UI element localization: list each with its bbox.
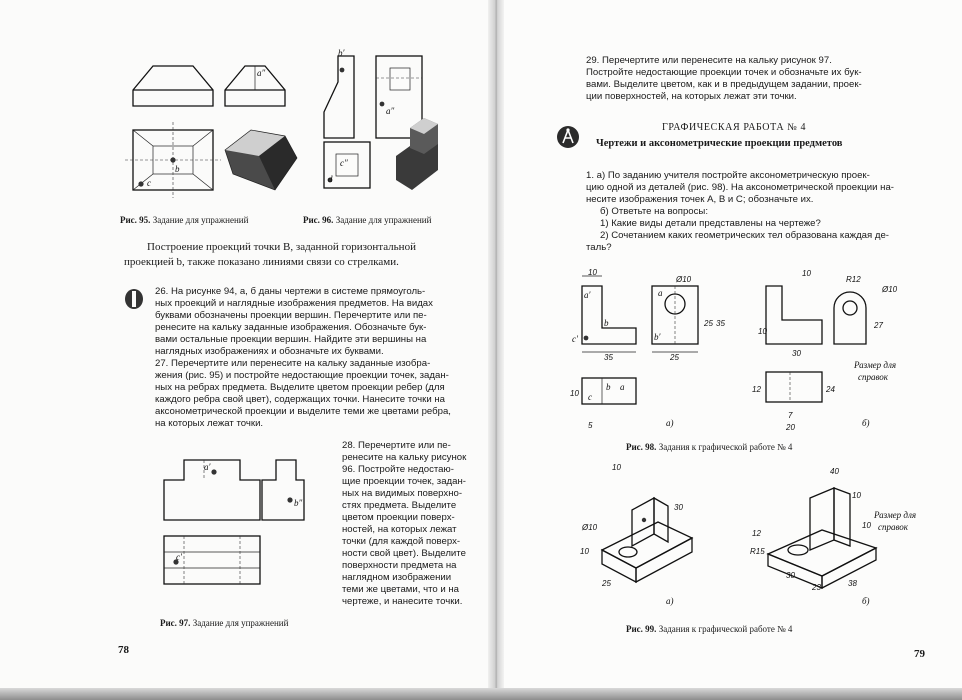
ex28-line: стях предмета. Выделите [342, 500, 457, 511]
dim99-40: 40 [830, 467, 839, 476]
pt-b: b [604, 318, 609, 328]
page-number-right: 79 [914, 648, 925, 660]
ex26-line: буквами обозначены проекции вершин. Перечертите или пе- [155, 310, 427, 321]
hands-icon [123, 288, 145, 310]
dim99-12: 12 [752, 529, 761, 538]
ex26-line: ренесите на кальку заданные изображения. Обозначьте бук- [155, 322, 427, 333]
pt-a-top: a [620, 382, 625, 392]
figure-98 [562, 268, 932, 438]
dim-phi10: Ø10 [676, 275, 692, 284]
label-c2: c″ [340, 158, 348, 168]
compass-icon [556, 125, 580, 149]
caption-96: Рис. 96. Задание для упражнений [303, 215, 432, 225]
ex26-line: ных проекций и наглядные изображения предметов. На видах [155, 298, 433, 309]
dim99-10d: 10 [852, 491, 861, 500]
dim-24: 24 [826, 385, 835, 394]
ex27-line: ных на ребрах предмета. Выделите цветом проекции ребер (для [155, 382, 445, 393]
dim-10a: 10 [588, 268, 597, 277]
work-subtitle: Чертежи и аксонометрические проекции предметов [596, 138, 843, 149]
dim-27: 27 [874, 321, 883, 330]
pt-b2: b′ [654, 332, 661, 342]
dim-30: 30 [792, 349, 801, 358]
right-page [496, 0, 962, 690]
ex26-line: 26. На рисунке 94, а, б даны чертежи в системе прямоуголь- [155, 286, 426, 297]
figure-95 [125, 58, 325, 198]
book-gutter [488, 0, 504, 700]
ex28-line: поверхности предмета на [342, 560, 457, 571]
ex28-line: ренесите на кальку рисунок [342, 452, 467, 463]
label-d: d [328, 174, 333, 184]
task-line: несите изображения точек A, B и C; обозначьте их. [586, 194, 814, 205]
label-a2: a″ [257, 68, 266, 78]
pt-c2: c′ [572, 334, 578, 344]
pt-b-top: b [606, 382, 611, 392]
task-line: б) Ответьте на вопросы: [600, 206, 708, 217]
label-b: b [175, 164, 180, 174]
dim99-23: 23 [812, 583, 821, 592]
pt-c-top: c [588, 392, 592, 402]
caption-97: Рис. 97. Задание для упражнений [160, 618, 289, 628]
caption-95: Рис. 95. Задание для упражнений [120, 215, 249, 225]
figure-99 [572, 458, 942, 618]
pt-a: a [658, 288, 663, 298]
dim99-10c: 10 [862, 521, 871, 530]
book-edge [0, 688, 962, 700]
dim-20: 20 [786, 423, 795, 432]
ex26-line: наглядных изображениях и обозначьте их буквами. [155, 346, 384, 357]
ex27-line: аксонометрической проекции и выделите теми же цветами ребра, [155, 406, 451, 417]
dim99-phi10: Ø10 [582, 523, 598, 532]
dim-25: 25 [704, 319, 713, 328]
ex29-line: вами. Выделите цветом, как и в предыдущем задании, проек- [586, 79, 862, 90]
dim-35b: 35 [716, 319, 725, 328]
figure-97 [160, 456, 340, 616]
ex28-line: щие проекции точек, задан- [342, 476, 466, 487]
dim99-10: 10 [612, 463, 621, 472]
variant-a-99: а) [666, 596, 674, 606]
ex28-line: наглядном изображении [342, 572, 452, 583]
label-c: c [147, 178, 151, 188]
ex27-line: 27. Перечертите или перенесите на кальку заданные изобра- [155, 358, 431, 369]
ex27-line: на которых лежат точки. [155, 418, 264, 429]
dim-25b: 25 [670, 353, 679, 362]
intro-line-2: проекцией b, также показано линиями связи со стрелками. [124, 256, 399, 268]
dim99-38: 38 [848, 579, 857, 588]
dim-5: 5 [588, 421, 593, 430]
variant-b-99: б) [862, 596, 870, 606]
note-98-l1: Размер для [854, 360, 897, 370]
ex28-line: точки (для каждой поверх- [342, 536, 461, 547]
ex28-line: ности свой цвет). Выделите [342, 548, 466, 559]
dim-35: 35 [604, 353, 613, 362]
label-b2: b″ [294, 498, 303, 508]
page-number-left: 78 [118, 644, 129, 656]
intro-line-1: Построение проекций точки B, заданной горизонтальной [147, 241, 416, 253]
dim-12: 12 [752, 385, 761, 394]
dim-phi10b: Ø10 [882, 285, 898, 294]
variant-a-98: а) [666, 418, 674, 428]
dim-r12: R12 [846, 275, 861, 284]
task-line: 2) Сочетанием каких геометрических тел образована каждая де- [600, 230, 890, 241]
task-line: таль? [586, 242, 612, 253]
task-line: 1) Какие виды детали представлены на чертеже? [600, 218, 821, 229]
dim99-10b: 10 [580, 547, 589, 556]
exercise-26 [155, 286, 480, 430]
ex27-line: жения (рис. 95) и постройте недостающие проекции точек, задан- [155, 370, 449, 381]
ex28-line: 28. Перечертите или пе- [342, 440, 451, 451]
dim99-30b: 30 [786, 571, 795, 580]
exercise-28 [342, 440, 482, 608]
label-c1: c′ [176, 552, 182, 562]
note-98-l2: справок [858, 372, 888, 382]
ex28-line: цветом проекции поверх- [342, 512, 455, 523]
label-b1: b′ [338, 48, 345, 58]
dim-10c: 10 [802, 269, 811, 278]
label-a3: a″ [386, 106, 395, 116]
variant-b-98: б) [862, 418, 870, 428]
dim-10d: 10 [758, 327, 767, 336]
ex29-line: Постройте недостающие проекции точек и обозначьте их бук- [586, 67, 862, 78]
ex29-line: ции поверхностей, на которых лежат эти точки. [586, 91, 797, 102]
task-line: цию одной из деталей (рис. 98). На аксонометрической проекции на- [586, 182, 894, 193]
exercise-29 [586, 55, 936, 103]
figure-96 [320, 48, 460, 192]
caption-99: Рис. 99. Задания к графической работе № 4 [626, 624, 793, 634]
task-line: 1. а) По заданию учителя постройте аксонометрическую проек- [586, 170, 870, 181]
ex28-line: чертеже, и нанесите точки. [342, 596, 463, 607]
note-99-l1: Размер для [874, 510, 917, 520]
dim99-30: 30 [674, 503, 683, 512]
ex28-line: 96. Постройте недостаю- [342, 464, 454, 475]
ex27-line: каждого ребра свой цвет), содержащих точки. Нанесите точки на [155, 394, 446, 405]
dim99-25: 25 [602, 579, 611, 588]
ex28-line: ных на видимых поверхно- [342, 488, 463, 499]
dim-7: 7 [788, 411, 793, 420]
task-1 [586, 170, 946, 254]
dim-10b: 10 [570, 389, 579, 398]
ex29-line: 29. Перечертите или перенесите на кальку рисунок 97. [586, 55, 832, 66]
label-a1: a′ [204, 462, 211, 472]
ex28-line: ностей, на которых лежат [342, 524, 457, 535]
work-title: ГРАФИЧЕСКАЯ РАБОТА № 4 [662, 122, 807, 133]
ex26-line: вами остальные проекции вершин. Найдите эти вершины на [155, 334, 427, 345]
note-99-l2: справок [878, 522, 908, 532]
ex28-line: теми же цветами, что и на [342, 584, 460, 595]
caption-98: Рис. 98. Задания к графической работе № 4 [626, 442, 793, 452]
pt-a2: a′ [584, 290, 591, 300]
dim99-r15: R15 [750, 547, 765, 556]
